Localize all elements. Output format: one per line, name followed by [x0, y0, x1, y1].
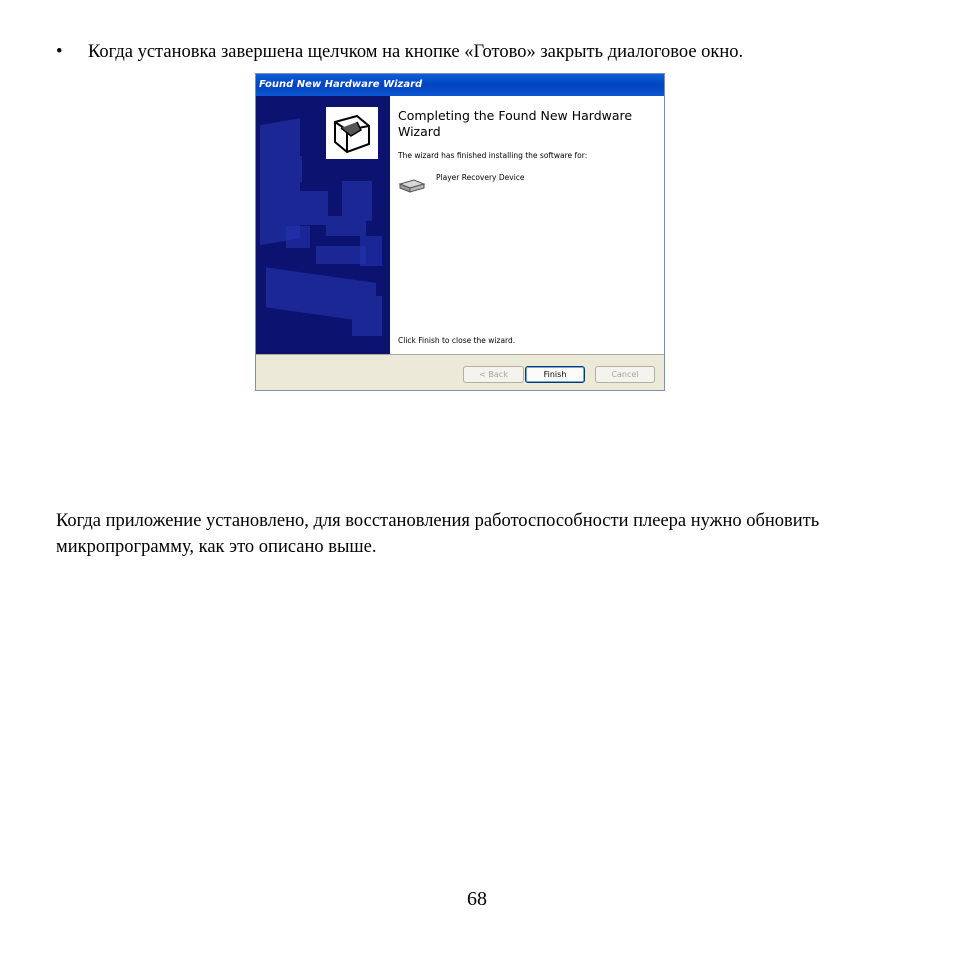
dialog-separator — [256, 354, 664, 355]
bullet-text: Когда установка завершена щелчком на кнопке «Готово» закрыть диалоговое окно. — [88, 42, 744, 62]
wizard-subtext: The wizard has finished installing the software for: — [398, 151, 588, 160]
bullet-symbol: • — [56, 42, 63, 62]
cancel-button[interactable]: Cancel — [595, 366, 655, 383]
wizard-instruction: Click Finish to close the wizard. — [398, 336, 516, 345]
finish-button[interactable]: Finish — [525, 366, 585, 383]
bullet-item — [56, 42, 743, 63]
back-button[interactable]: < Back — [463, 366, 524, 383]
wizard-sidebar — [256, 96, 390, 354]
dialog-content — [256, 96, 664, 354]
hardware-wizard-icon — [326, 107, 378, 159]
dialog-title[interactable]: Found New Hardware Wizard — [256, 74, 664, 96]
wizard-dialog — [255, 73, 665, 391]
device-name: Player Recovery Device — [436, 173, 525, 182]
wizard-heading: Completing the Found New Hardware Wizard — [398, 108, 633, 139]
device-icon — [398, 178, 426, 194]
body-paragraph: Когда приложение установлено, для восстановления работоспособности плеера нужно обновить микропрограмму, как это описано выше. — [56, 511, 820, 557]
page-number: 68 — [467, 888, 487, 910]
wizard-panel — [398, 96, 658, 354]
